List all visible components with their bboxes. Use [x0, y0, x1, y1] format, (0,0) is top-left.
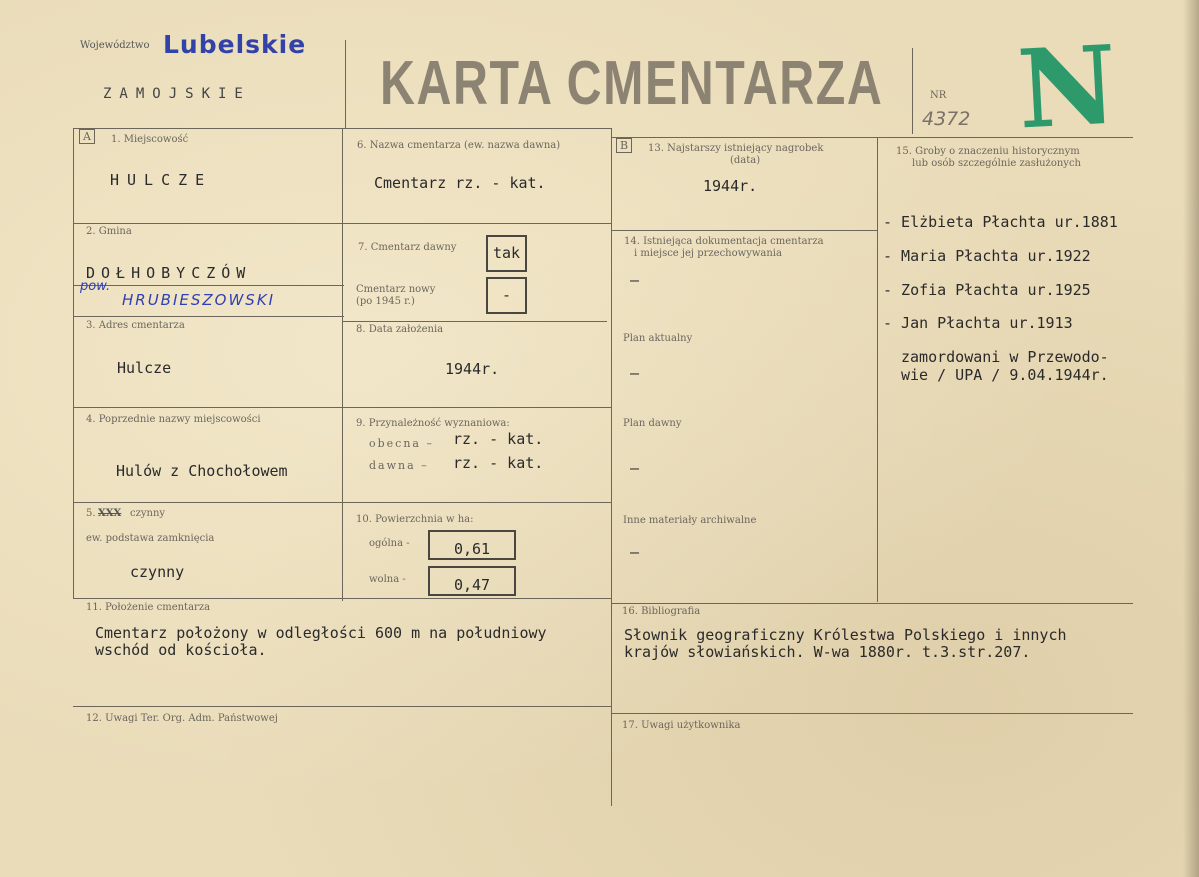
field-8-label: 8. Data założenia [356, 324, 444, 335]
old-cemetery-box: tak [486, 235, 527, 272]
grave-note: wie / UPA / 9.04.1944r. [901, 366, 1109, 384]
plan-old-label: Plan dawny [623, 418, 682, 429]
field-5-struck: XXX [98, 508, 122, 519]
field-11-location-line: Cmentarz położony w odległości 600 m na południowy [95, 624, 547, 642]
section-b-marker: B [616, 138, 632, 153]
scan-edge [1183, 0, 1199, 877]
field-2-commune: DOŁHOBYCZÓW [86, 264, 252, 282]
field-3-address: Hulcze [117, 359, 172, 377]
county-prefix: pow. [80, 279, 111, 294]
field-11-label: 11. Położenie cmentarza [86, 602, 211, 613]
field-10-label: 10. Powierzchnia w ha: [356, 514, 474, 525]
card-title: KARTA CMENTARZA [380, 49, 884, 118]
other-materials-value: — [630, 543, 640, 561]
nr-label: NR [930, 90, 947, 101]
voivodeship-stamp: Lubelskie [163, 30, 307, 59]
field-13-label: 13. Najstarszy istniejący nagrobek [648, 143, 824, 154]
nr-value: 4372 [922, 108, 971, 130]
total-area-label: ogólna - [369, 538, 410, 549]
grave-entry: - Elżbieta Płachta ur.1881 [883, 213, 1118, 231]
new-cemetery-box: - [486, 277, 527, 314]
section-a-marker: A [79, 129, 95, 144]
field-14-label: 14. Istniejąca dokumentacja cmentarza [624, 236, 824, 247]
field-1-label: 1. Miejscowość [111, 134, 189, 145]
field-6-label: 6. Nazwa cmentarza (ew. nazwa dawna) [357, 140, 561, 151]
field-16-label: 16. Bibliografia [622, 606, 701, 617]
bibliography-line: Słownik geograficzny Królestwa Polskiego i innych [624, 626, 1067, 644]
field-5-label: czynny [130, 508, 166, 519]
free-area-box: 0,47 [428, 566, 516, 596]
field-7-new-sublabel: (po 1945 r.) [356, 296, 415, 307]
field-4-label: 4. Poprzednie nazwy miejscowości [86, 414, 261, 425]
field-15-label: 15. Groby o znaczeniu historycznym [896, 146, 1080, 157]
field-5-status: czynny [130, 563, 185, 581]
plan-old-value: — [630, 459, 640, 477]
field-17-label: 17. Uwagi użytkownika [622, 720, 741, 731]
plan-current-value: — [630, 364, 640, 382]
field-14-sublabel: i miejsce jej przechowywania [634, 248, 782, 259]
field-15-sublabel: lub osób szczególnie zasłużonych [912, 158, 1081, 169]
field-5-label-prefix: 5. [86, 508, 96, 519]
field-6-cemetery-name: Cmentarz rz. - kat. [374, 174, 546, 192]
free-area-label: wolna - [369, 574, 406, 585]
field-1-locality: HULCZE [110, 171, 213, 189]
field-12-label: 12. Uwagi Ter. Org. Adm. Państwowej [86, 713, 278, 724]
field-11-location-line: wschód od kościoła. [95, 641, 267, 659]
field-13-oldest-tomb: 1944r. [703, 177, 758, 195]
grave-note: zamordowani w Przewodo- [901, 348, 1109, 366]
field-7-label: 7. Cmentarz dawny [358, 242, 457, 253]
region-stamp: ZAMOJSKIE [103, 86, 251, 102]
other-materials-label: Inne materiały archiwalne [623, 515, 757, 526]
field-5-sublabel: ew. podstawa zamknięcia [86, 533, 215, 544]
grave-entry: - Maria Płachta ur.1922 [883, 247, 1091, 265]
plan-current-label: Plan aktualny [623, 333, 693, 344]
voivodeship-label: Województwo [80, 40, 150, 51]
field-3-label: 3. Adres cmentarza [86, 320, 185, 331]
field-8-founding-date: 1944r. [445, 360, 500, 378]
field-9-label: 9. Przynależność wyznaniowa: [356, 418, 510, 429]
grave-entry: - Zofia Płachta ur.1925 [883, 281, 1091, 299]
field-13-sublabel: (data) [730, 155, 761, 166]
bibliography-line: krajów słowiańskich. W-wa 1880r. t.3.str.207. [624, 643, 1031, 661]
county-handwritten: HRUBIESZOWSKI [122, 291, 276, 309]
current-denomination-label: obecna – [369, 437, 434, 450]
total-area-box: 0,61 [428, 530, 516, 560]
field-2-label: 2. Gmina [86, 226, 132, 237]
former-denomination-label: dawna – [369, 459, 429, 472]
grave-entry: - Jan Płachta ur.1913 [883, 314, 1073, 332]
field-7-new-label: Cmentarz nowy [356, 284, 436, 295]
current-denomination-value: rz. - kat. [453, 430, 544, 448]
former-denomination-value: rz. - kat. [453, 454, 544, 472]
field-14-value: — [630, 271, 640, 289]
category-letter-stamp: N [1014, 22, 1120, 154]
field-4-previous-names: Hulów z Chochołowem [116, 462, 288, 480]
